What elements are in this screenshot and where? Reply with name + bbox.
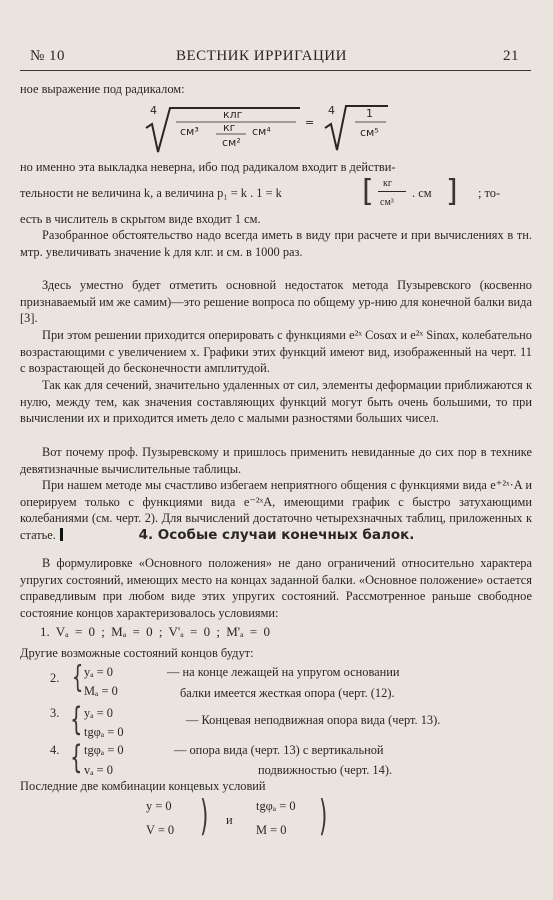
- final-right-1: tgφₐ = 0: [256, 799, 296, 813]
- page-number: 21: [503, 48, 519, 64]
- numerator: клг: [223, 108, 243, 121]
- final-right-brace: ): [319, 791, 328, 840]
- case-3-desc1: — Концевая неподвижная опора вида (черт. 13).: [186, 713, 441, 727]
- final-left-2: V = 0: [146, 823, 175, 837]
- intro-line: ное выражение под радикалом:: [20, 82, 185, 96]
- radical-formula: [0, 100, 553, 160]
- case-3-eq1: yₐ = 0: [84, 706, 113, 720]
- case-2-eq1: yₐ = 0: [84, 665, 113, 679]
- line-value-after: ; то-: [478, 186, 501, 200]
- case-4-brace: {: [70, 738, 83, 776]
- case-2-desc2: балки имеется жесткая опора (черт. (12).: [180, 686, 395, 700]
- case-2-number: 2.: [50, 671, 60, 685]
- journal-title: ВЕСТНИК ИРРИГАЦИИ: [176, 48, 347, 64]
- header-rule: [20, 70, 531, 71]
- paragraph-4: Так как для сечений, значительно удаленных от сил, элементы деформации приближаются к нулю, между тем, как значения составляющих функций могут быть очень большими, то при вычислении их и приходится иметь дело с малыми разностями больших чисел.: [20, 378, 532, 426]
- case-3-eq2: tgφₐ = 0: [84, 725, 124, 739]
- paragraph-6-text: При нашем методе мы счастливо избегаем неприятного общения с функциями вида e⁺²ˣ·A и оперируем только с функциями вида e⁻²ˣA, имеющими график с быстро затухающими колебаниями (см. черт. 2). Для вычислений достаточно четырехзначных таблиц, приложенных к статье.: [20, 478, 532, 542]
- paragraph-7: В формулировке «Основного положения» не дано ограничений относительно характера упругих состояний, имеющих место на концах заданной балки. «Основное положение» остается справедливым при любом виде этих упругих состояний. Рассмотренное раньше свободное состояние концов характеризовалось условиями:: [20, 556, 532, 620]
- svg-text:4: 4: [328, 104, 335, 117]
- case-4-desc2: подвижностью (черт. 14).: [258, 763, 393, 777]
- case-3-brace: {: [70, 700, 83, 738]
- sub-denominator-right: см⁴: [252, 125, 271, 138]
- sub-denominator-left: см³: [180, 125, 199, 138]
- case-2-desc1: — на конце лежащей на упругом основании: [167, 665, 400, 679]
- frac-bar: [378, 191, 406, 192]
- last-two-line: Последние две комбинации концевых условий: [20, 779, 266, 793]
- paragraph-5: Вот почему проф. Пузыревскому и пришлось применить невиданные до сих пор в технике девятизначные вычислительные таблицы.: [20, 445, 532, 476]
- rhs-numerator: 1: [366, 107, 373, 120]
- dot-cm: . см: [412, 186, 432, 200]
- line-value-before: тельности не величина k, а величина p₁ = k . 1 = k: [20, 186, 282, 200]
- case-2-brace: {: [71, 660, 84, 695]
- final-left-1: y = 0: [146, 799, 172, 813]
- paragraph-2: Здесь уместно будет отметить основной недостаток метода Пузыревского (косвенно признаваемый им же самим)—это решение вопроса по общему ур-нию для конечной балки вида [3].: [20, 278, 532, 326]
- final-conjunction: и: [226, 813, 233, 827]
- paragraph-1: Разобранное обстоятельство надо всегда иметь в виду при расчете и при вычислениях в тн. мтр. увеличивать значение k для клг. и см. в 1000 раз.: [20, 228, 532, 259]
- paragraph-3: При этом решении приходится оперировать с функциями e²ˣ Cosαx и e²ˣ Sinαx, колебательно возрастающими с увеличением x. Графики этих функций имеют вид, изображенный на черт. 11 с возрастающей до бесконечности амплитудой.: [20, 328, 532, 376]
- case-4-number: 4.: [50, 743, 60, 757]
- other-states: Другие возможные состояний концов будут:: [20, 646, 254, 660]
- sub-fraction-top: кг: [223, 121, 236, 134]
- case-4-eq1: tgφₐ = 0: [84, 743, 124, 757]
- line-hidden: есть в числитель в скрытом виде входит 1 см.: [20, 212, 261, 226]
- line-wrong: но именно эта выкладка неверна, ибо под радикалом входит в действи-: [20, 160, 396, 174]
- case-4-desc1: — опора вида (черт. 13) с вертикальной: [174, 743, 384, 757]
- final-right-2: M = 0: [256, 823, 287, 837]
- left-bracket: [: [362, 174, 374, 209]
- sub-fraction-bottom: см²: [222, 136, 241, 149]
- rhs-denominator: см⁵: [360, 126, 379, 139]
- frac-top: кг: [383, 178, 392, 189]
- frac-bottom: см³: [380, 197, 394, 208]
- case-3-number: 3.: [50, 706, 60, 720]
- root-index: 4: [150, 104, 157, 117]
- final-left-brace: ): [200, 791, 209, 840]
- issue-number: № 10: [30, 48, 66, 64]
- section-title: 4. Особые случаи конечных балок.: [138, 527, 415, 543]
- case-4-eq2: vₐ = 0: [84, 763, 113, 777]
- right-bracket: ]: [446, 174, 458, 209]
- condition-1: 1. Vₐ = 0 ; Mₐ = 0 ; V'ₐ = 0 ; M'ₐ = 0: [40, 624, 270, 639]
- equals-sign: =: [305, 116, 315, 129]
- case-2-eq2: Mₐ = 0: [84, 684, 118, 698]
